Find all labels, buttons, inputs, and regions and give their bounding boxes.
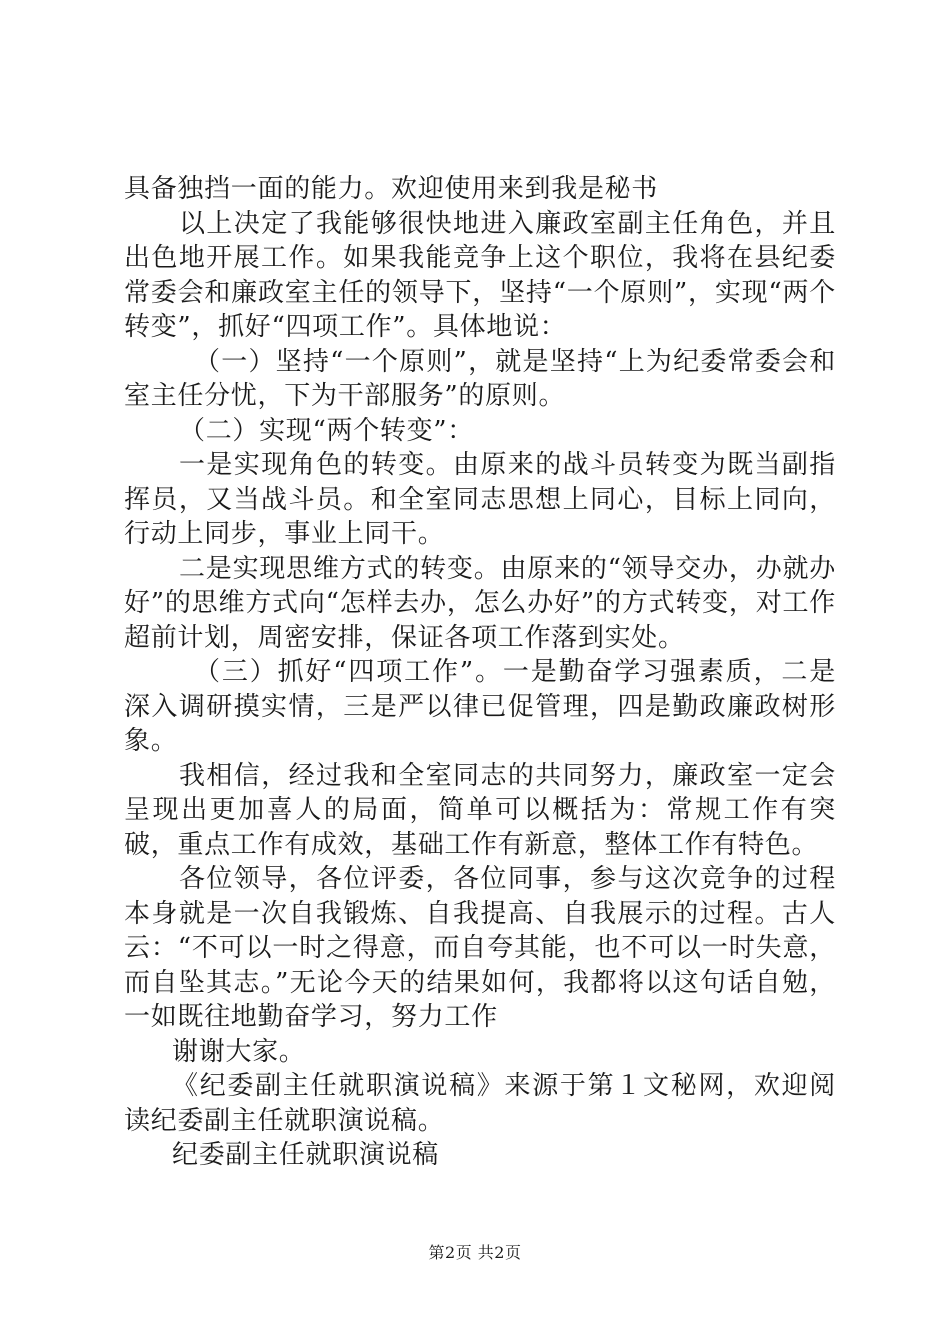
page-number: 第2页 共2页 — [428, 1243, 522, 1262]
paragraph-4: （二）实现“两个转变”： — [179, 415, 474, 446]
paragraph-10: 谢谢大家。 — [172, 1036, 306, 1067]
paragraph-2: 以上决定了我能够很快地进入廉政室副主任角色，并且出色地开展工作。如果我能竞争上这个职位，我将在县纪委常委会和廉政室主任的领导下，坚持“一个原则”，实现“两个转变”，抓好“四项工作”。具体地说： — [124, 208, 836, 342]
paragraph-5: 一是实现角色的转变。由原来的战斗员转变为既当副指挥员，又当战斗员。和全室同志思想上同心，目标上同向，行动上同步，事业上同干。 — [124, 450, 836, 549]
paragraph-3: （一）坚持“一个原则”，就是坚持“上为纪委常委会和室主任分忧，下为干部服务”的原则。 — [124, 346, 836, 411]
document-body — [124, 172, 836, 1173]
paragraph-8: 我相信，经过我和全室同志的共同努力，廉政室一定会呈现出更加喜人的局面，简单可以概括为：常规工作有突破，重点工作有成效，基础工作有新意，整体工作有特色。 — [124, 760, 836, 860]
paragraph-1: 具备独挡一面的能力。欢迎使用来到我是秘书 — [124, 174, 659, 204]
paragraph-12: 纪委副主任就职演说稿 — [172, 1140, 440, 1170]
paragraph-9: 各位领导，各位评委，各位同事，参与这次竞争的过程本身就是一次自我锻炼、自我提高、自我展示的过程。古人云：“不可以一时之得意，而自夸其能，也不可以一时失意，而自坠其志。”无论今天的结果如何，我都将以这句话自勉，一如既往地勤奋学习，努力工作 — [124, 864, 836, 1032]
paragraph-7: （三）抓好“四项工作”。一是勤奋学习强素质，二是深入调研摸实情，三是严以律已促管理，四是勤政廉政树形象。 — [124, 657, 836, 756]
paragraph-6: 二是实现思维方式的转变。由原来的“领导交办，办就办好”的思维方式向“怎样去办，怎么办好”的方式转变，对工作超前计划，周密安排，保证各项工作落到实处。 — [124, 553, 836, 653]
paragraph-11: 《纪委副主任就职演说稿》来源于第１文秘网，欢迎阅读纪委副主任就职演说稿。 — [124, 1071, 836, 1136]
